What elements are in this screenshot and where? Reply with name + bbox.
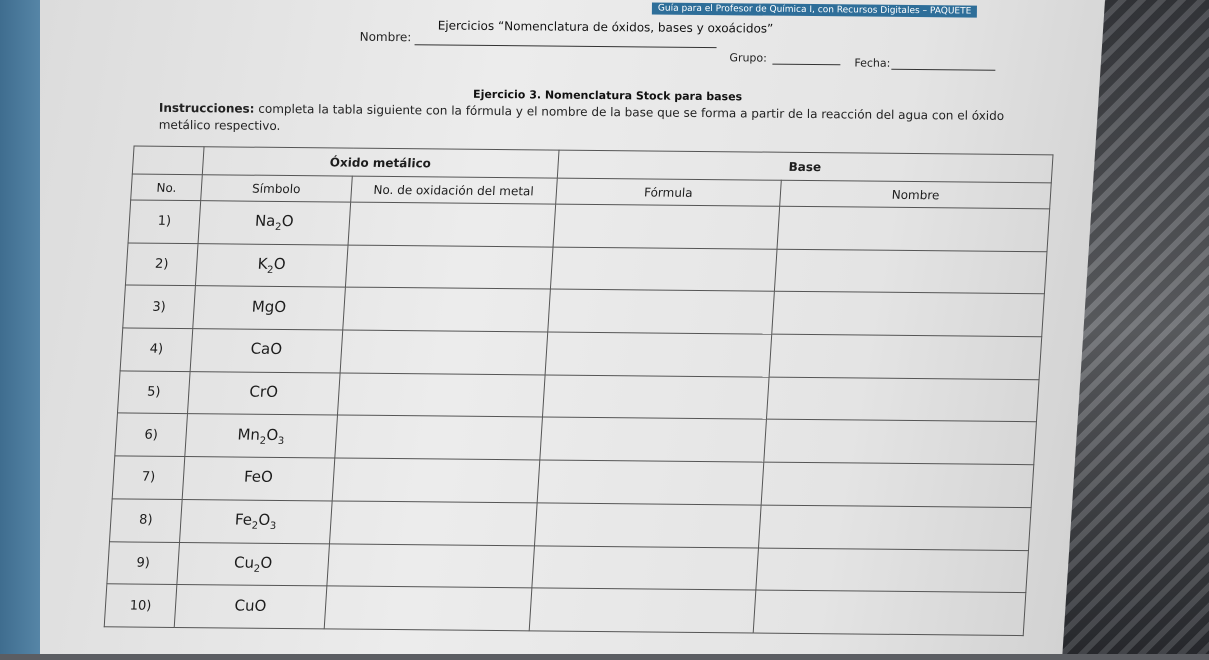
instructions-lead: Instrucciones: xyxy=(158,100,255,116)
oxide-formula xyxy=(182,457,334,501)
row-number xyxy=(104,584,177,627)
formula-part: CaO xyxy=(250,340,283,359)
base-name-cell[interactable] xyxy=(761,462,1033,507)
row-number-text: 10) xyxy=(129,598,152,614)
base-name-cell[interactable] xyxy=(777,206,1049,251)
row-number xyxy=(123,285,196,328)
instructions xyxy=(159,100,1009,142)
row-number xyxy=(117,371,190,414)
formula-part: O xyxy=(259,553,273,572)
table-body xyxy=(104,200,1049,636)
formula-subscript: 2 xyxy=(274,222,282,234)
base-formula-cell[interactable] xyxy=(550,247,777,292)
exercise-title: Ejercicio 3. Nomenclatura Stock para bases xyxy=(473,87,743,104)
header-banner: Guía para el Profesor de Química I, con Recursos Digitales – PAQUETE xyxy=(652,2,978,17)
row-number xyxy=(110,499,183,542)
grupo-label: Grupo: xyxy=(729,51,767,65)
base-formula-cell[interactable] xyxy=(531,545,758,590)
row-number-text: 1) xyxy=(157,214,172,230)
formula-part: Na xyxy=(254,212,276,231)
oxide-formula xyxy=(198,201,350,245)
row-number-text: 8) xyxy=(138,512,153,528)
base-name-cell[interactable] xyxy=(764,420,1036,465)
oxidation-number-cell[interactable] xyxy=(337,373,544,418)
formula-part: K xyxy=(257,254,269,273)
row-number-text: 4) xyxy=(149,342,164,358)
base-name-cell[interactable] xyxy=(753,590,1025,635)
formula-part: MgO xyxy=(251,297,287,316)
row-number xyxy=(107,541,180,584)
formula-part: Fe xyxy=(234,510,253,529)
base-name-cell[interactable] xyxy=(759,505,1031,550)
oxidation-number-cell[interactable] xyxy=(340,330,547,375)
oxide-formula xyxy=(195,243,347,287)
grupo-field[interactable] xyxy=(772,64,840,66)
row-number-text: 2) xyxy=(154,256,169,272)
row-number-text: 5) xyxy=(146,384,161,400)
oxide-formula xyxy=(174,585,326,629)
formula-part: Cu xyxy=(233,553,255,572)
fecha-label: Fecha: xyxy=(854,56,891,70)
formula-part: O xyxy=(257,510,271,530)
oxidation-number-cell[interactable] xyxy=(335,415,542,460)
base-name-cell[interactable] xyxy=(769,334,1041,379)
base-formula-cell[interactable] xyxy=(539,417,766,462)
formula-part: CuO xyxy=(234,596,267,615)
nombre-label: Nombre: xyxy=(359,29,412,45)
formula-part: Mn xyxy=(237,425,261,444)
base-formula-cell[interactable] xyxy=(553,204,780,249)
oxide-formula xyxy=(185,414,337,458)
formula-part: O xyxy=(281,212,295,231)
row-number xyxy=(115,413,188,456)
header-no: No. xyxy=(131,174,203,201)
table-row xyxy=(104,584,1026,636)
base-formula-cell[interactable] xyxy=(529,588,756,633)
formula-part: O xyxy=(273,254,287,274)
row-number xyxy=(120,328,193,371)
header-formula: Fórmula xyxy=(555,178,781,206)
oxidation-number-cell[interactable] xyxy=(324,586,531,631)
oxidation-number-cell[interactable] xyxy=(332,458,539,503)
oxidation-number-cell[interactable] xyxy=(329,501,536,546)
formula-part: FeO xyxy=(243,468,274,487)
row-number xyxy=(128,200,201,243)
base-name-cell[interactable] xyxy=(772,292,1044,337)
row-number-text: 6) xyxy=(143,427,159,443)
formula-subscript: 2 xyxy=(259,435,267,447)
oxide-formula xyxy=(179,499,331,543)
row-number xyxy=(112,456,185,499)
oxide-base-table xyxy=(104,146,1054,637)
formula-subscript: 3 xyxy=(269,521,277,533)
formula-subscript: 2 xyxy=(253,563,261,575)
row-number-text: 3) xyxy=(151,299,167,315)
base-name-cell[interactable] xyxy=(767,377,1039,422)
oxide-formula xyxy=(187,371,339,415)
header-empty xyxy=(132,146,204,175)
formula-subscript: 2 xyxy=(266,264,274,276)
base-formula-cell[interactable] xyxy=(534,503,761,548)
base-formula-cell[interactable] xyxy=(537,460,764,505)
oxidation-number-cell[interactable] xyxy=(327,543,534,588)
oxidation-number-cell[interactable] xyxy=(343,287,550,332)
nombre-field[interactable] xyxy=(415,44,717,48)
formula-subscript: 2 xyxy=(251,520,259,532)
formula-part: CrO xyxy=(248,382,279,402)
header-name: Nombre xyxy=(780,180,1051,209)
oxidation-number-cell[interactable] xyxy=(348,202,555,247)
row-number-text: 9) xyxy=(136,555,151,571)
header-oxide-group: Óxido metálico xyxy=(202,147,558,178)
base-formula-cell[interactable] xyxy=(545,332,772,377)
header-symbol: Símbolo xyxy=(201,175,352,202)
worksheet-title: Ejercicios “Nomenclatura de óxidos, bases y oxoácidos” xyxy=(437,18,774,36)
instructions-text: completa la tabla siguiente con la fórmula y el nombre de la base que se forma a partir de la reacción del agua con el óxido metálico respectivo. xyxy=(158,101,1005,133)
oxide-formula xyxy=(190,329,342,373)
base-name-cell[interactable] xyxy=(756,548,1028,593)
oxide-formula xyxy=(177,542,329,586)
oxide-formula xyxy=(193,286,345,330)
row-number-text: 7) xyxy=(141,470,156,486)
row-number xyxy=(125,243,198,286)
header-oxidation: No. de oxidación del metal xyxy=(350,176,556,204)
base-name-cell[interactable] xyxy=(775,249,1047,294)
base-formula-cell[interactable] xyxy=(547,289,774,334)
oxidation-number-cell[interactable] xyxy=(345,245,552,290)
fecha-field[interactable] xyxy=(891,69,995,71)
base-formula-cell[interactable] xyxy=(542,375,769,420)
formula-subscript: 3 xyxy=(277,435,285,447)
header-base-group: Base xyxy=(557,150,1053,183)
formula-part: O xyxy=(265,425,279,444)
